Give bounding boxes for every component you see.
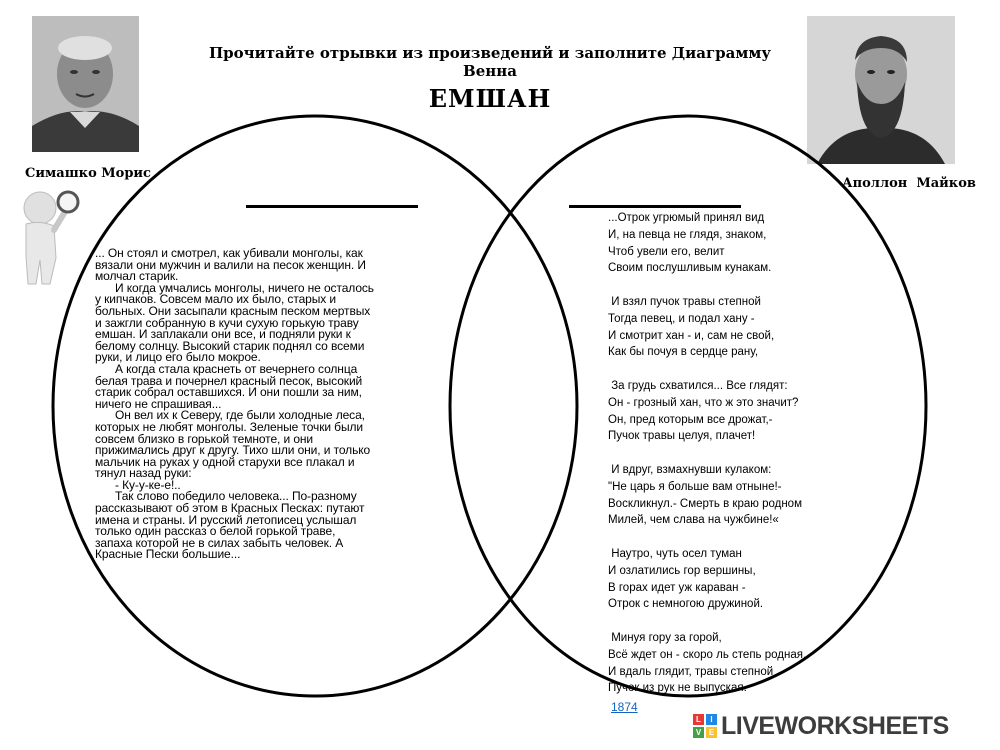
logo-mark-icon (693, 714, 717, 738)
author-name-left: Симашко Морис (25, 166, 151, 181)
logo-letter: I (706, 714, 717, 725)
logo-letter: E (706, 727, 717, 738)
poem-line: Наутро, чуть осел туман (608, 547, 742, 560)
poem-line: Чтоб увели его, велит (608, 245, 725, 258)
page-title: ЕМШАН (428, 84, 552, 113)
poem-line: Как бы почуя в сердце рану, (608, 346, 759, 359)
poem-line: "Не царь я больше вам отныне!- (608, 480, 782, 493)
excerpt-simashko (95, 248, 375, 561)
poem-line: В горах идет уж караван - (608, 581, 746, 594)
excerpt-maikov-poem (608, 210, 838, 697)
prose-paragraph: И когда умчались монголы, ничего не осталось у кипчаков. Совсем мало их было, старых и больных. Они засыпали красным песком мертвых и зажгли собранную в кучи сухую горькую траву емшан. И заплакали они все, и подняли руки к белому солнцу. Высокий старик поднял со всеми руки, и лицо его было мокрое. (95, 280, 374, 365)
poem-line: И, на певца не глядя, знаком, (608, 228, 767, 241)
poem-line: Он - грозный хан, что ж это значит? (608, 396, 799, 409)
prose-paragraph: Так слово победило человека... По-разному рассказывают об этом в Красных Песках: путают имена и страны. И русский летописец услышал только один рассказ о белой горькой траве, запаха которой не в силах забыть человек. А Красные Пески большие... (95, 489, 365, 562)
poem-stanza (608, 630, 838, 697)
logo-letter: V (693, 727, 704, 738)
prose-paragraph: А когда стала краснеть от вечернего солнца белая трава и почернел красный песок, высокий старик собрал оставшихся. И они пошли за ним, ничего не спрашивая... (95, 361, 363, 411)
poem-line: Всё ждет он - скоро ль степь родная, (608, 648, 807, 661)
logo-letter: L (693, 714, 704, 725)
poem-stanza (608, 378, 838, 445)
poem-line: Пучок травы целуя, плачет! (608, 430, 756, 443)
prose-paragraph: Он вел их к Северу, где были холодные леса, которых не любят монголы. Зеленые точки были совсем близко в горькой темноте, и они прижимались друг к другу. Тихо шли они, и только мальчик на руках у одной старухи все плакал и тянул назад руки: (95, 408, 371, 481)
instruction-text: Прочитайте отрывки из произведений и заполните Диаграмму Венна (208, 44, 772, 80)
poem-line: Отрок с немногою дружиной. (608, 598, 764, 611)
poem-line: И взял пучок травы степной (608, 295, 761, 308)
poem-line: Тогда певец, и подал хану - (608, 312, 755, 325)
answer-blank-left[interactable] (246, 205, 418, 208)
poem-stanza (608, 210, 838, 277)
poem-line: И вдаль глядит, травы степной (608, 665, 774, 678)
poem-line: Воскликнул.- Смерть в краю родном (608, 497, 802, 510)
prose-paragraph: - Ку-у-ке-е!.. (115, 477, 181, 492)
poem-line: ...Отрок угрюмый принял вид (608, 212, 765, 224)
poem-line: Он, пред которым все дрожат,- (608, 413, 773, 426)
poem-stanza (608, 546, 838, 613)
poem-line: И озлатились гор вершины, (608, 564, 756, 577)
poem-line: Своим послушливым кунакам. (608, 262, 772, 275)
poem-stanza (608, 294, 838, 361)
answer-blank-right[interactable] (569, 205, 741, 208)
logo-wordmark: LIVEWORKSHEETS (721, 711, 949, 740)
author-name-right: Аполлон Майков (842, 176, 976, 191)
poem-line: Пучок из рук не выпуская. (608, 682, 747, 695)
prose-paragraph: ... Он стоял и смотрел, как убивали монголы, как вязали они мужчин и валили на песок женщин. И молчал старик. (95, 246, 366, 284)
poem-stanza (608, 462, 838, 529)
liveworksheets-logo[interactable] (693, 710, 949, 742)
poem-line: Минуя гору за горой, (608, 631, 722, 644)
poem-line: Милей, чем слава на чужбине!« (608, 514, 779, 527)
year-link[interactable]: 1874 (611, 700, 638, 714)
poem-line: И смотрит хан - и, сам не свой, (608, 329, 775, 342)
poem-line: За грудь схватился... Все глядят: (608, 379, 788, 392)
poem-line: И вдруг, взмахнувши кулаком: (608, 463, 772, 476)
